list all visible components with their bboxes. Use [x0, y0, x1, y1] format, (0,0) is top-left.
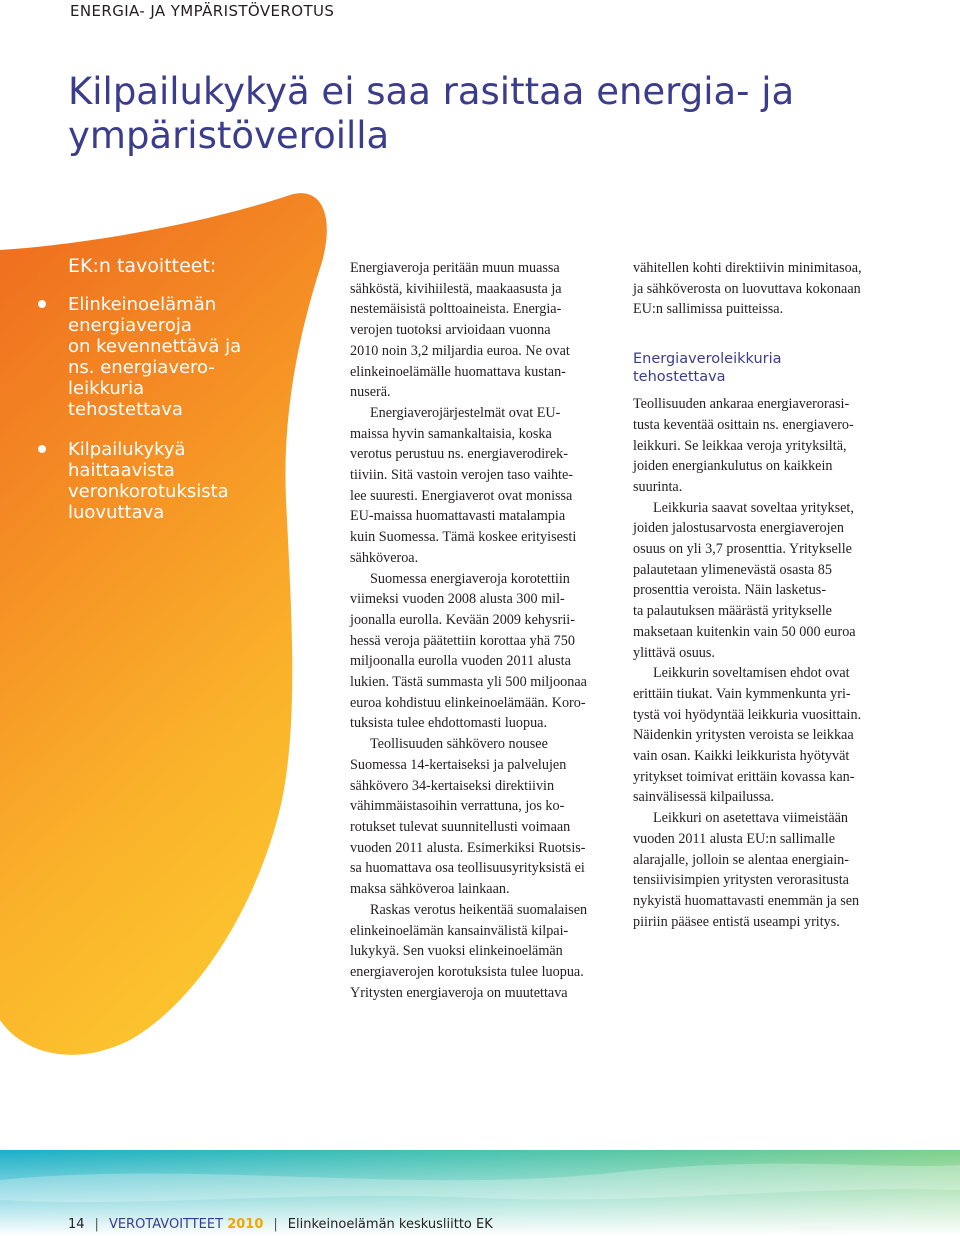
goal-item	[38, 439, 298, 523]
footer-separator: |	[273, 1217, 278, 1232]
paragraph: Leikkurin soveltamisen ehdot ovat erittäin tiukat. Vain kymmenkunta yri- tystä voi hyödyntää leikkuria vuosittain. Näidenkin yritysten veroista se leikkaa vain osan. Kaikki leikkurista hyötyvät yritykset toimivat erittäin kovassa kan- sainvälisessä kilpailussa.	[633, 665, 862, 806]
body-column-right	[633, 258, 913, 932]
subheading: Energiaveroleikkuria tehostettava	[633, 351, 782, 386]
paragraph: Teollisuuden sähkövero nousee Suomessa 14-kertaiseksi ja palvelujen sähkövero 34-kertaiseksi direktiivin vähimmäistasoihin verrattuna, jos ko- rotukset tulevat suunnitellusti voimaan vuoden 2011 alusta. Esimerkiksi Ruotsis- sa huomattava osa teollisuusyrityksistä ei maksa sähköveroa lainkaan.	[350, 736, 586, 898]
bullet-icon	[38, 300, 46, 308]
paragraph: Raskas verotus heikentää suomalaisen elinkeinoelämän kansainvälistä kilpai- lukykyä. Sen vuoksi elinkeinoelämän energiaverojen korotuksista tulee luopua. Yritysten energiaveroja on muutettava	[350, 901, 588, 1001]
section-label: ENERGIA- JA YMPÄRISTÖVEROTUS	[70, 2, 335, 20]
body-column-left	[350, 258, 610, 1003]
paragraph: Energiaveroja peritään muun muassa sähköstä, kivihiilestä, maakaasusta ja nestemäisistä polttoaineista. Energia- verojen tuotoksi arvioidaan vuonna 2010 noin 3,2 miljardia euroa. Ne ovat elinkeinoelämälle huomattava kustan- nuserä.	[350, 260, 570, 401]
publication-year: 2010	[227, 1217, 264, 1232]
page-title: Kilpailukykyä ei saa rasittaa energia- ja ympäristöveroilla	[68, 70, 795, 157]
publication-word: VEROTAVOITTEET	[108, 1217, 224, 1232]
paragraph: Teollisuuden ankaraa energiaverorasi- tusta keventää osittain ns. energiavero- leikkuri. Se leikkaa veroja yrityksiltä, joiden energiankulutus on kaikkein suurinta.	[633, 396, 854, 495]
publication-name	[109, 1217, 263, 1232]
paragraph: Leikkuria saavat soveltaa yritykset, joiden jalostusarvosta energiaverojen osuus on yli 3,7 prosenttia. Yritykselle palautetaan ylimenevästä osasta 85 prosenttia veroista. Näin lasketus- ta palautuksen määrästä yritykselle maksetaan kuitenkin vain 50 000 euroa ylittävä osuus.	[633, 499, 856, 661]
page-number: 14	[68, 1217, 85, 1232]
publisher-name: Elinkeinoelämän keskusliitto EK	[287, 1217, 493, 1232]
goals-heading: EK:n tavoitteet:	[68, 255, 217, 277]
goal-item	[38, 294, 298, 420]
paragraph: Suomessa energiaveroja korotettiin viimeksi vuoden 2008 alusta 300 mil- joonalla eurolla. Kevään 2009 kehysrii- hessä veroja päätettiin korottaa yhä 750 miljoonalla eurolla vuoden 2011 alusta lukien. Tästä summasta yli 500 miljoonaa euroa kohdistuu elinkeinoelämään. Koro- tuksista tulee ehdottomasti luopua.	[350, 570, 587, 732]
goals-box	[38, 254, 298, 542]
goal-text: Kilpailukykyä haittaavista veronkorotuksista luovuttava	[68, 439, 229, 523]
footer-separator: |	[94, 1217, 99, 1232]
goal-text: Elinkeinoelämän energiaveroja on kevennettävä ja ns. energiavero- leikkuria tehostettava	[68, 294, 242, 420]
page-footer	[68, 1217, 493, 1232]
paragraph: vähitellen kohti direktiivin minimitasoa, ja sähköverosta on luovuttava kokonaan EU:n sallimissa puitteissa.	[633, 260, 862, 318]
goals-list	[38, 294, 298, 523]
bullet-icon	[38, 445, 46, 453]
paragraph: Energiaverojärjestelmät ovat EU- maissa hyvin samankaltaisia, koska verotus perustuu ns. energiaverodirek- tiiviin. Sitä vastoin verojen taso vaihte- lee suuresti. Energiaverot ovat monissa EU-maissa huomattavasti matalampia kuin Suomessa. Tämä koskee erityisesti sähköveroa.	[350, 404, 577, 566]
paragraph: Leikkuri on asetettava viimeistään vuoden 2011 alusta EU:n sallimalle alarajalle, jolloin se alentaa energiain- tensiivisimpien yritysten verorasitusta nykyistä huomattavasti enemmän ja sen piiriin pääsee entistä useampi yritys.	[633, 810, 860, 930]
